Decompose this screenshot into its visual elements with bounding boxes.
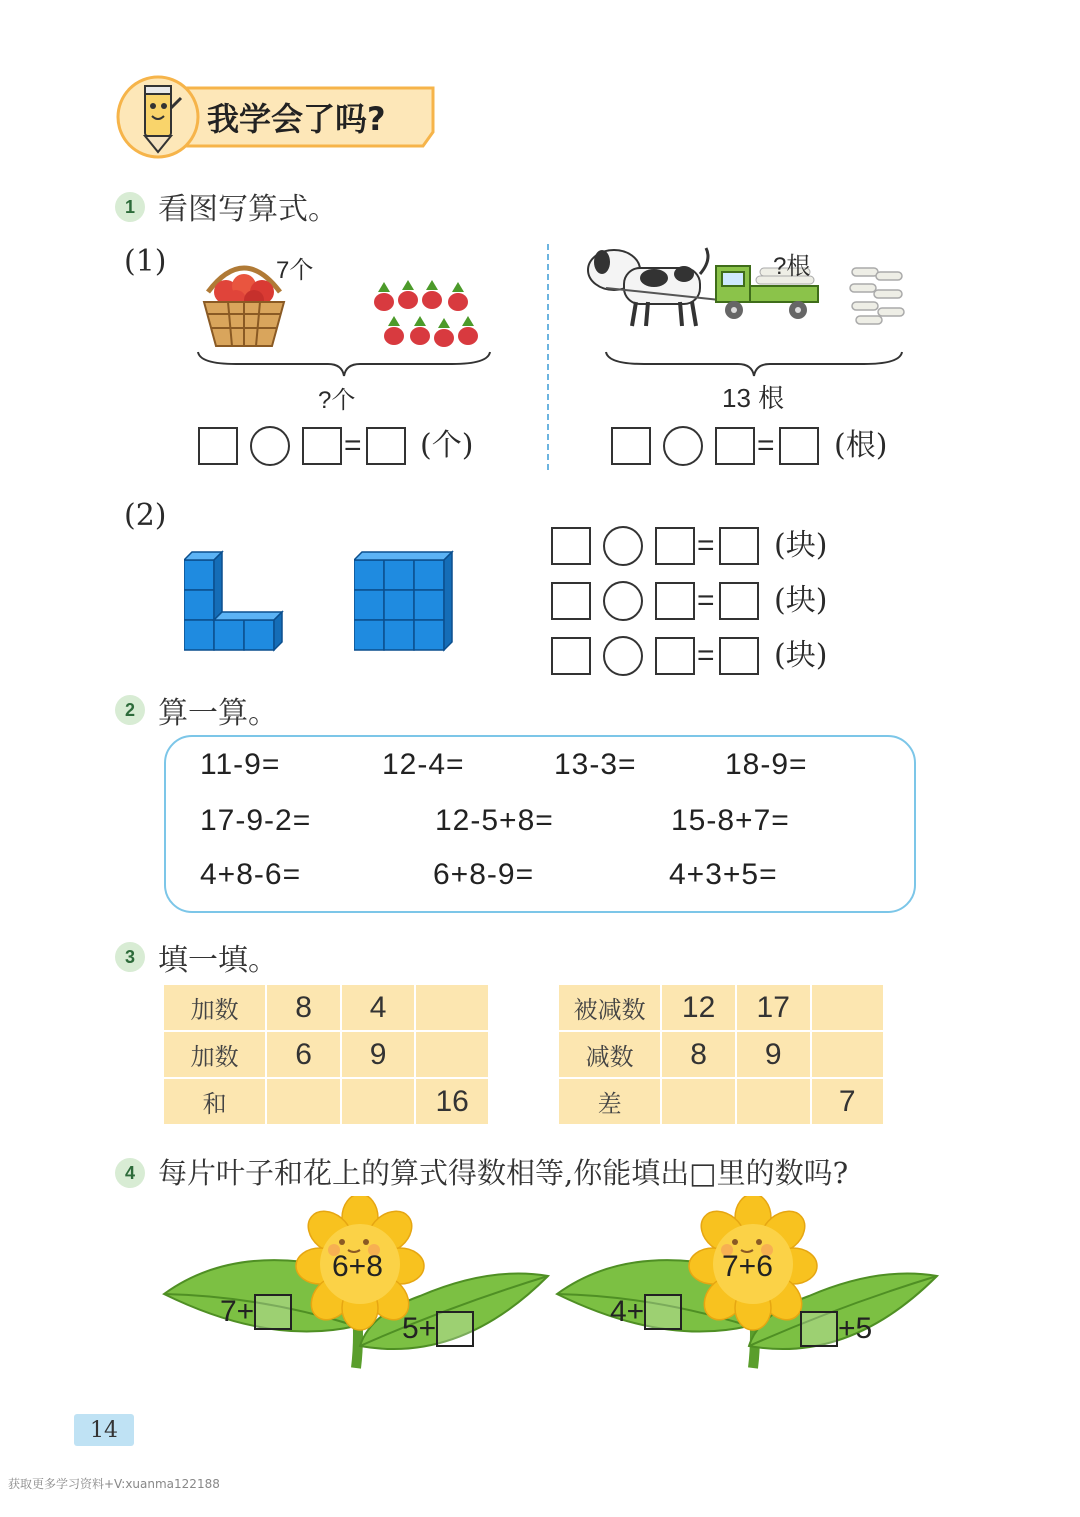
answer-box[interactable]	[551, 582, 591, 620]
right-total-label: 13 根	[722, 383, 785, 413]
answer-box[interactable]	[800, 1311, 838, 1347]
question-3-number: 3	[115, 942, 145, 972]
addition-table	[162, 983, 490, 1126]
left-known-label: 7个	[276, 257, 314, 284]
table-cell: 17	[736, 984, 811, 1031]
answer-box[interactable]	[611, 427, 651, 465]
table-input-cell[interactable]	[661, 1078, 736, 1125]
table-input-cell[interactable]	[736, 1078, 811, 1125]
table-cell: 9	[341, 1031, 416, 1078]
table-input-cell[interactable]	[266, 1078, 341, 1125]
equals-sign: =	[697, 529, 715, 562]
table-input-cell[interactable]	[415, 1031, 489, 1078]
expression-text: 5+	[402, 1312, 437, 1345]
operator-circle[interactable]	[250, 426, 290, 466]
bones-icon	[846, 262, 910, 328]
table-header-cell: 加数	[163, 1031, 266, 1078]
question-4-number: 4	[115, 1158, 145, 1188]
unit-label: (块)	[774, 528, 828, 563]
answer-box[interactable]	[644, 1294, 682, 1330]
table-header-cell: 加数	[163, 984, 266, 1031]
answer-box[interactable]	[655, 637, 695, 675]
calc-item: 12-4=	[382, 748, 465, 781]
calc-item: 4+3+5=	[669, 858, 778, 891]
leaf-2-right-expression	[800, 1311, 872, 1347]
table-cell: 7	[811, 1078, 884, 1125]
expression-text: 7+6	[722, 1250, 773, 1283]
table-cell: 8	[661, 1031, 736, 1078]
expression-text: 4+	[610, 1295, 645, 1328]
l-shaped-cubes-icon	[184, 550, 288, 654]
calc-item: 12-5+8=	[435, 804, 554, 837]
subtraction-table	[557, 983, 885, 1126]
calc-item: 13-3=	[554, 748, 637, 781]
calc-item: 11-9=	[200, 748, 281, 781]
question-2-number: 2	[115, 695, 145, 725]
header-title: 我学会了吗?	[207, 100, 386, 138]
unit-label: (根)	[834, 428, 888, 463]
left-brace	[196, 348, 492, 378]
pencil-mascot-icon	[133, 80, 185, 154]
header-banner	[115, 74, 435, 160]
right-brace	[604, 348, 904, 378]
equals-sign: =	[697, 584, 715, 617]
question-3-title: 填一填。	[158, 943, 278, 978]
table-row	[163, 984, 489, 1031]
answer-box[interactable]	[715, 427, 755, 465]
table-header-cell: 被减数	[558, 984, 661, 1031]
calc-item: 17-9-2=	[200, 804, 312, 837]
table-input-cell[interactable]	[415, 984, 489, 1031]
operator-circle[interactable]	[603, 526, 643, 566]
answer-box[interactable]	[719, 582, 759, 620]
right-unknown-label: ?根	[773, 253, 811, 280]
expression-text: +5	[838, 1312, 873, 1345]
table-input-cell[interactable]	[341, 1078, 416, 1125]
answer-box[interactable]	[719, 637, 759, 675]
answer-box[interactable]	[655, 582, 695, 620]
question-1-title: 看图写算式。	[158, 192, 338, 227]
operator-circle[interactable]	[603, 581, 643, 621]
answer-box[interactable]	[366, 427, 406, 465]
equals-sign: =	[697, 639, 715, 672]
leaf-2-left-expression	[610, 1294, 682, 1330]
dashed-divider	[547, 244, 549, 470]
table-cell: 4	[341, 984, 416, 1031]
answer-box[interactable]	[302, 427, 342, 465]
leaf-1-left-expression	[220, 1294, 292, 1330]
flower-1-center-expression	[332, 1250, 383, 1284]
table-input-cell[interactable]	[811, 1031, 884, 1078]
calc-item: 18-9=	[725, 748, 808, 781]
table-row	[558, 984, 884, 1031]
table-header-cell: 减数	[558, 1031, 661, 1078]
table-row	[163, 1078, 489, 1125]
table-cell: 16	[415, 1078, 489, 1125]
table-row	[558, 1031, 884, 1078]
table-row	[163, 1031, 489, 1078]
unit-label: (块)	[774, 638, 828, 673]
table-header-cell: 差	[558, 1078, 661, 1125]
answer-box[interactable]	[198, 427, 238, 465]
part-2-label: (2)	[124, 498, 167, 533]
answer-box[interactable]	[551, 527, 591, 565]
unit-label: (块)	[774, 583, 828, 618]
table-cell: 12	[661, 984, 736, 1031]
radishes-icon	[370, 278, 486, 354]
flower-with-leaves-2	[553, 1196, 943, 1372]
flower-with-leaves-1	[160, 1196, 550, 1372]
answer-box[interactable]	[655, 527, 695, 565]
unit-label: (个)	[420, 428, 474, 463]
table-cell: 8	[266, 984, 341, 1031]
square-cubes-icon	[354, 550, 458, 654]
question-4-title: 每片叶子和花上的算式得数相等,你能填出□里的数吗?	[158, 1156, 849, 1190]
table-cell: 6	[266, 1031, 341, 1078]
expression-text: 6+8	[332, 1250, 383, 1283]
question-1-number: 1	[115, 192, 145, 222]
leaf-1-right-expression	[402, 1311, 474, 1347]
expression-text: 7+	[220, 1295, 255, 1328]
operator-circle[interactable]	[603, 636, 643, 676]
left-total-label: ?个	[318, 387, 356, 414]
calc-item: 6+8-9=	[433, 858, 535, 891]
flower-2-center-expression	[722, 1250, 773, 1284]
answer-box[interactable]	[719, 527, 759, 565]
calc-item: 4+8-6=	[200, 858, 302, 891]
table-header-cell: 和	[163, 1078, 266, 1125]
operator-circle[interactable]	[663, 426, 703, 466]
answer-box[interactable]	[779, 427, 819, 465]
question-2-title: 算一算。	[158, 696, 278, 731]
table-cell: 9	[736, 1031, 811, 1078]
calc-item: 15-8+7=	[671, 804, 790, 837]
page-number: 14	[90, 1417, 118, 1443]
answer-box[interactable]	[254, 1294, 292, 1330]
part-1-label: (1)	[124, 244, 167, 279]
table-input-cell[interactable]	[811, 984, 884, 1031]
answer-box[interactable]	[551, 637, 591, 675]
answer-box[interactable]	[436, 1311, 474, 1347]
equals-sign: =	[344, 429, 362, 462]
footer-text: 获取更多学习资料+V:xuanma122188	[8, 1477, 220, 1491]
equals-sign: =	[757, 429, 775, 462]
table-row	[558, 1078, 884, 1125]
page-number-tab	[74, 1414, 134, 1446]
